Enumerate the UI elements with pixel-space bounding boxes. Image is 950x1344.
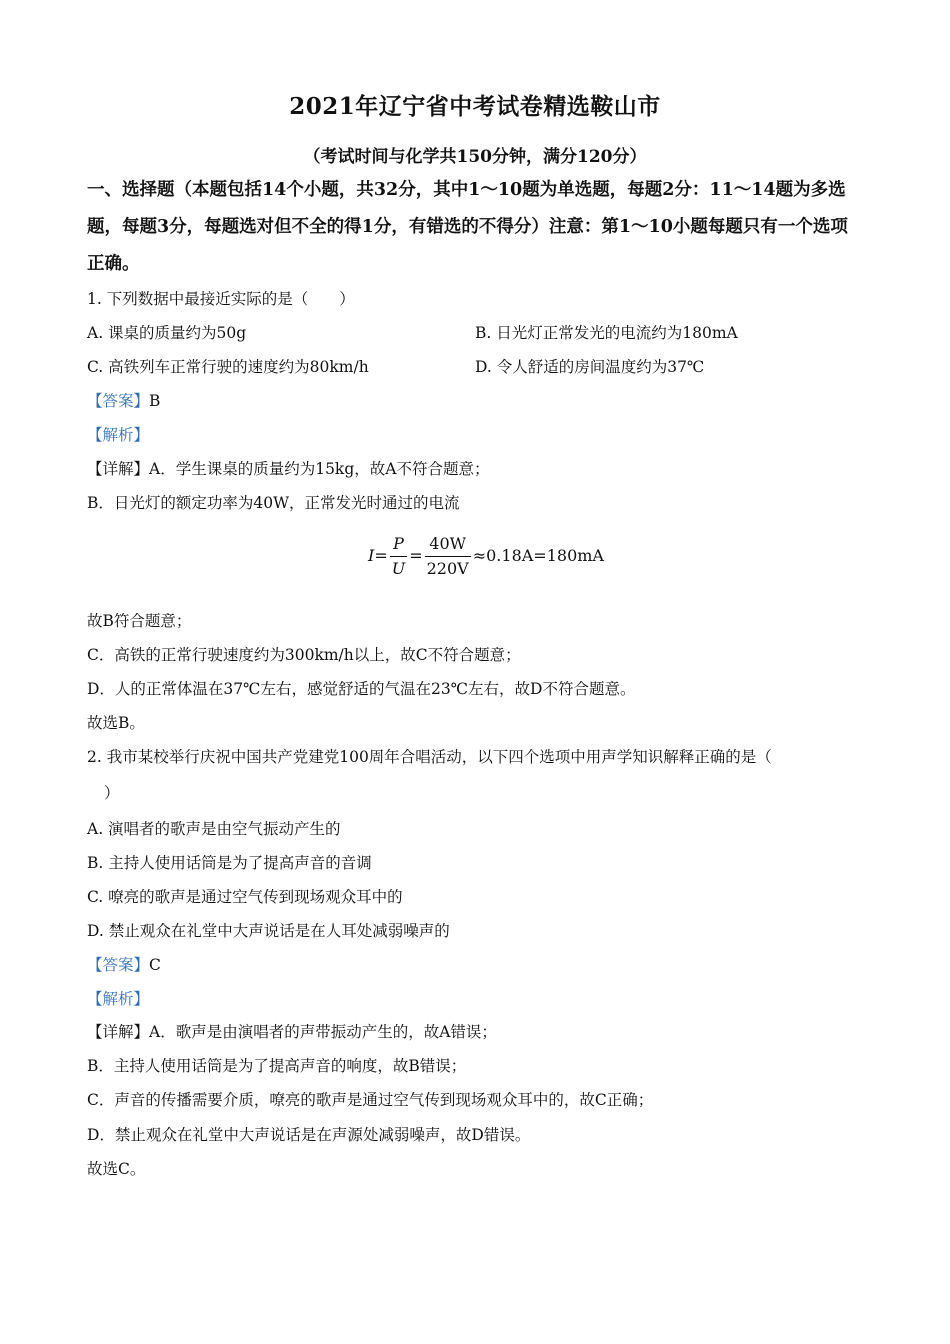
q2-detail-b: B．主持人使用话筒是为了提高声音的响度，故B错误；: [87, 1057, 467, 1075]
formula-result: ≈0.18A=180mA: [472, 546, 604, 565]
q1-stem: 1. 下列数据中最接近实际的是（ ）: [87, 290, 355, 308]
q2-analysis-label: 【解析】: [87, 990, 150, 1008]
fraction-numerator: P: [390, 532, 407, 557]
q1-detail-a: [87, 457, 489, 479]
answer-label: 【答案】: [87, 392, 150, 410]
fraction-values: [425, 532, 471, 581]
answer-label: 【答案】: [87, 956, 150, 974]
answer-value: C: [149, 956, 161, 974]
fraction-denominator: 220V: [426, 559, 469, 578]
fraction-numerator: 40W: [425, 532, 471, 557]
q2-detail-a: [87, 1020, 497, 1042]
page-title: 2021年辽宁省中考试卷精选鞍山市: [289, 93, 661, 120]
q1-detail-b2: 故B符合题意；: [87, 612, 192, 630]
q1-option-d: D. 令人舒适的房间温度约为37℃: [475, 358, 705, 376]
q2-stem: 2. 我市某校举行庆祝中国共产党建党100周年合唱活动，以下四个选项中用声学知识解释正确的是（: [87, 748, 772, 766]
formula-equals: =: [409, 546, 423, 565]
formula-lhs: I=: [368, 546, 388, 565]
q1-option-c: C. 高铁列车正常行驶的速度约为80km/h: [87, 358, 369, 376]
q1-detail-c: C．高铁的正常行驶速度约为300km/h以上，故C不符合题意；: [87, 646, 521, 664]
q1-detail-d: D．人的正常体温在37℃左右，感觉舒适的气温在23℃左右，故D不符合题意。: [87, 680, 636, 698]
fraction-p-over-u: [390, 532, 407, 581]
answer-value: B: [149, 392, 161, 410]
q1-answer: [87, 389, 160, 411]
q2-detail-d: D．禁止观众在礼堂中大声说话是在声源处减弱噪声，故D错误。: [87, 1126, 531, 1144]
detail-text: A．学生课桌的质量约为15kg，故A不符合题意；: [149, 460, 490, 478]
detail-label: 【详解】: [87, 1023, 150, 1041]
q2-stem-cont: ）: [104, 784, 120, 802]
fraction-denominator: U: [391, 559, 406, 578]
section-heading: 一、选择题（本题包括14个小题，共32分，其中1～10题为单选题，每题2分：11～14题为多选题，每题3分，每题选对但不全的得1分，有错选的不得分）注意：第1～10小题每题只有一个选项正确。: [87, 180, 848, 274]
q2-option-c: C. 嘹亮的歌声是通过空气传到现场观众耳中的: [87, 888, 403, 906]
q1-choose: 故选B。: [87, 714, 145, 732]
q1-detail-b: B．日光灯的额定功率为40W，正常发光时通过的电流: [87, 494, 460, 512]
q1-option-b: B. 日光灯正常发光的电流约为180mA: [475, 324, 738, 342]
q2-answer: [87, 953, 161, 975]
detail-label: 【详解】: [87, 460, 150, 478]
q2-option-b: B. 主持人使用话筒是为了提高声音的音调: [87, 854, 372, 872]
q2-option-d: D. 禁止观众在礼堂中大声说话是在人耳处减弱噪声的: [87, 922, 450, 940]
q2-option-a: A. 演唱者的歌声是由空气振动产生的: [87, 820, 341, 838]
exam-subtitle: （考试时间与化学共150分钟，满分120分）: [303, 147, 647, 167]
q1-option-a: A. 课桌的质量约为50g: [87, 324, 247, 342]
q2-detail-c: C．声音的传播需要介质，嘹亮的歌声是通过空气传到现场观众耳中的，故C正确；: [87, 1091, 654, 1109]
current-formula: [368, 532, 604, 588]
q2-choose: 故选C。: [87, 1160, 146, 1178]
q1-analysis-label: 【解析】: [87, 426, 150, 444]
detail-text: A．歌声是由演唱者的声带振动产生的，故A错误；: [149, 1023, 497, 1041]
